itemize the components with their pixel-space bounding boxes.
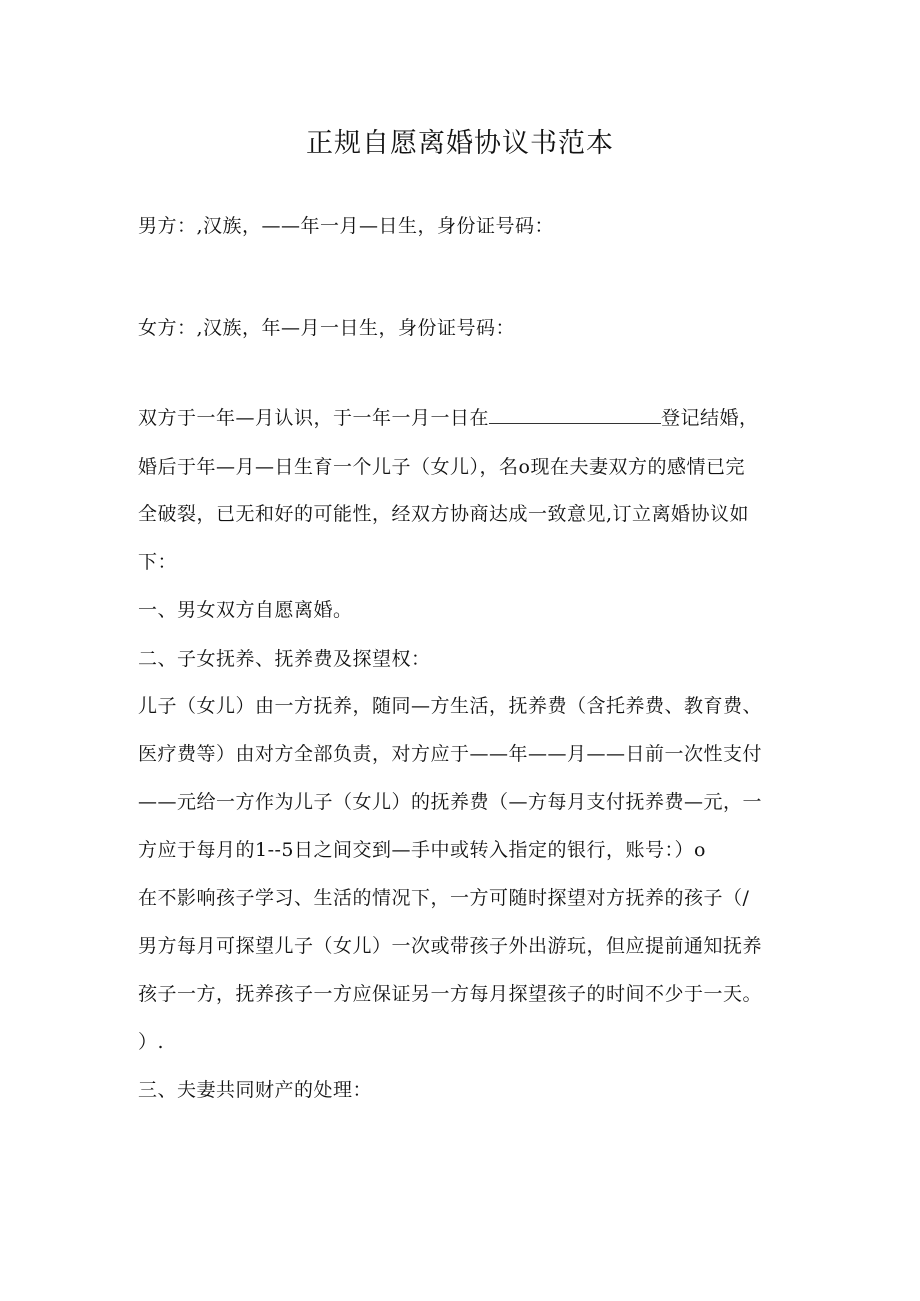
clause-3-heading: 三、夫妻共同财产的处理：: [138, 1079, 373, 1101]
custody-line-1: 儿子（女儿）由一方抚养，随同—方生活，抚养费（含托养费、教育费、: [138, 695, 763, 717]
clause-2-heading: 二、子女抚养、抚养费及探望权：: [138, 648, 431, 670]
registration-place-blank: [489, 405, 661, 424]
custody-line-3: ——元给一方作为儿子（女儿）的抚养费（—方每月支付抚养费—元，一: [138, 791, 763, 813]
visitation-line-1: 在不影响孩子学习、生活的情况下，一方可随时探望对方抚养的孩子（/: [138, 887, 750, 909]
intro-line-1: [138, 404, 788, 432]
intro-line-4: 下：: [138, 551, 178, 573]
intro-line-2: 婚后于年—月—日生育一个儿子（女儿），名o现在夫妻双方的感情已完: [138, 456, 745, 478]
clause-1: 一、男女双方自愿离婚。: [138, 599, 353, 621]
intro-line-3: 全破裂，已无和好的可能性，经双方协商达成一致意见,订立离婚协议如: [138, 503, 750, 525]
document-title: 正规自愿离婚协议书范本: [306, 128, 614, 159]
female-party-line: 女方：,汉族，年—月一日生，身份证号码：: [138, 317, 516, 339]
intro-line-1-prefix: 双方于一年—月认识，于一年一月一日在: [138, 407, 490, 429]
visitation-line-4: ）.: [138, 1031, 165, 1053]
male-party-line: 男方：,汉族，——年一月—日生，身份证号码：: [138, 215, 555, 237]
visitation-line-3: 孩子一方，抚养孩子一方应保证另一方每月探望孩子的时间不少于一天。: [138, 983, 763, 1005]
intro-line-1-suffix: 登记结婚，: [661, 407, 759, 429]
custody-line-4: 方应于每月的1--5日之间交到—手中或转入指定的银行，账号：）o: [138, 839, 706, 861]
custody-line-2: 医疗费等）由对方全部负责，对方应于——年——月——日前一次性支付: [138, 743, 763, 765]
visitation-line-2: 男方每月可探望儿子（女儿）一次或带孩子外出游玩，但应提前通知抚养: [138, 935, 763, 957]
